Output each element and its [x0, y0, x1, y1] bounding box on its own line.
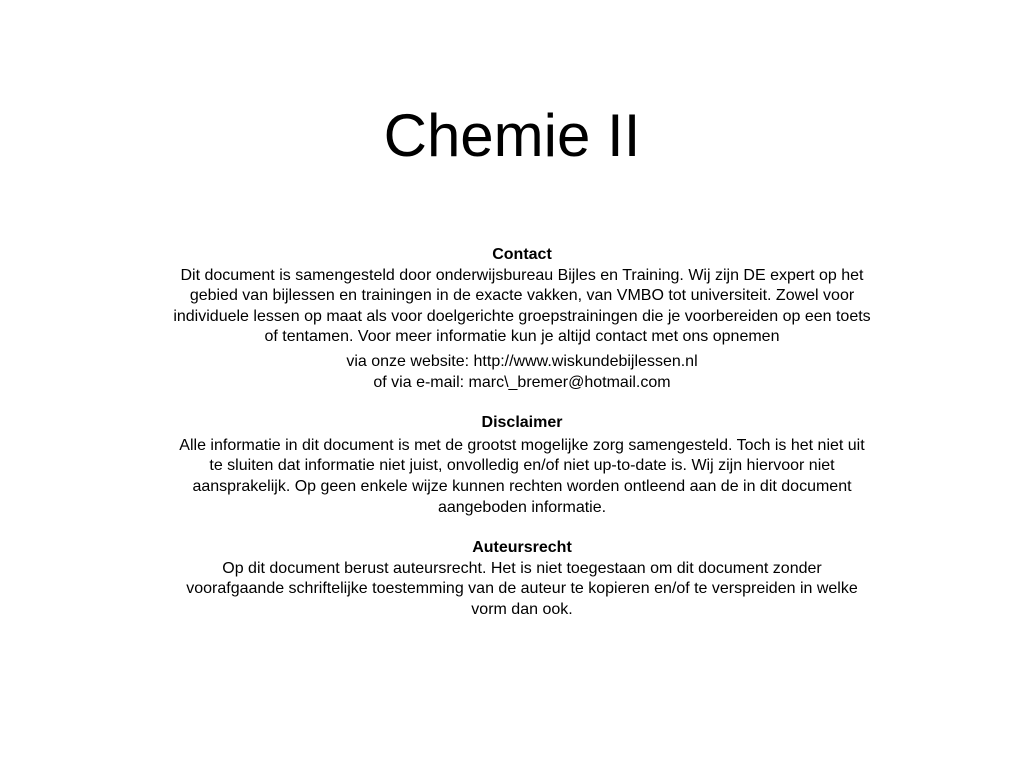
slide-content: [172, 245, 872, 621]
contact-email: of via e-mail: marc\_bremer@hotmail.com: [373, 373, 671, 391]
disclaimer-body: Alle informatie in dit document is met de grootst mogelijke zorg samengesteld. Toch is het niet uit te sluiten dat informatie niet juist, onvolledig en/of niet up-to-date is. Wij zijn hiervoor niet aansprakelijk. Op geen enkele wijze kunnen rechten worden ontleend aan de in dit document aangeboden informatie.: [179, 436, 865, 516]
slide-title: Chemie II: [383, 102, 641, 169]
disclaimer-heading: Disclaimer: [481, 414, 563, 432]
copyright-heading: Auteursrecht: [472, 539, 572, 557]
spacer: [172, 393, 872, 413]
copyright-body: Op dit document berust auteursrecht. Het is niet toegestaan om dit document zonder voorafgaande schriftelijke toestemming van de auteur te kopieren en/of te verspreiden in welke vorm dan ook.: [186, 559, 858, 618]
contact-website: via onze website: http://www.wiskundebijlessen.nl: [346, 352, 698, 370]
contact-heading: Contact: [492, 246, 552, 263]
contact-body: Dit document is samengesteld door onderwijsbureau Bijles en Training. Wij zijn DE expert op het gebied van bijlessen en trainingen in de exacte vakken, van VMBO tot universiteit. Zowel voor individuele lessen op maat als voor doelgerichte groepstrainingen die je voorbereiden op een toets of tentamen. Voor meer informatie kun je altijd contact met ons opnemen: [173, 266, 871, 346]
disclaimer-section: [172, 413, 872, 518]
spacer: [172, 518, 872, 538]
contact-section: [172, 245, 872, 393]
copyright-section: [172, 538, 872, 620]
